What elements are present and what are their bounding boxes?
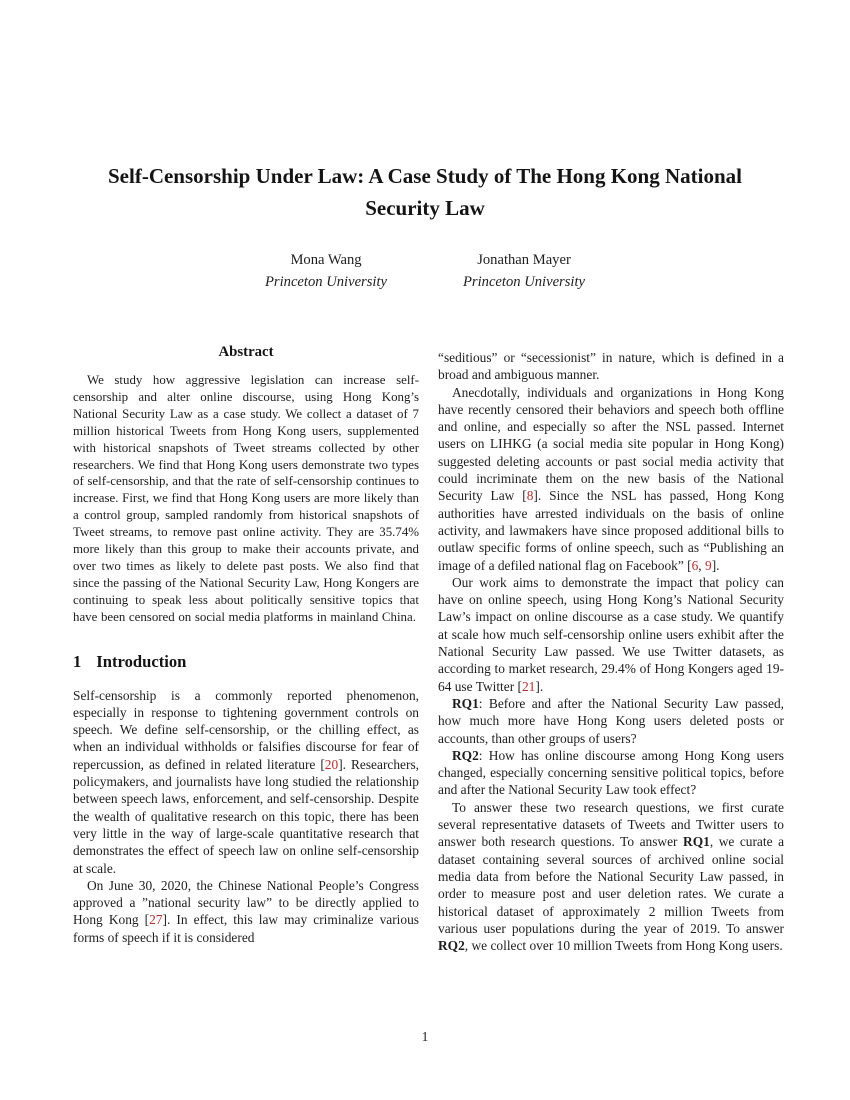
body-text: , we curate a dataset containing several sources of archived online social media data from before the National Security Law passed, in order to measure post and user deletion rates. We curate a historical dataset of approximately 2 million Tweets from various user populations during the year of 2019. To answer [438, 834, 785, 936]
left-column [73, 344, 419, 954]
paragraph [438, 695, 784, 747]
body-text: ]. Researchers, policymakers, and journalists have long studied the relationship between speech laws, enforcement, and self-censorship. Despite the wealth of qualitative research on this topic, there has been very little in the way of large-scale quantitative research that demonstrates the effect of speech law on online self-censorship at scale. [73, 756, 419, 876]
body-text: : How has online discourse among Hong Kong users changed, especially concerning sensitive political topics, before and after the National Security Law took effect? [438, 747, 784, 798]
bold-text: RQ2 [452, 747, 479, 763]
section-title: Introduction [96, 651, 187, 671]
abstract-text [73, 372, 419, 626]
title-line-1: Self-Censorship Under Law: A Case Study of The Hong Kong National [108, 164, 742, 188]
body-text: , [698, 557, 705, 573]
paragraph [438, 799, 784, 955]
bold-text: RQ2 [438, 938, 465, 954]
paper-title [40, 160, 810, 224]
citation-link[interactable]: 20 [324, 756, 339, 772]
section-heading-introduction [73, 652, 419, 672]
author [463, 249, 585, 293]
body-text: ]. [711, 557, 720, 573]
author-affiliation: Princeton University [265, 274, 387, 290]
paragraph [438, 349, 784, 384]
author-name: Jonathan Mayer [477, 252, 571, 268]
section-number: 1 [73, 651, 82, 671]
body-text: ]. Since the NSL has passed, Hong Kong authorities have arrested individuals on the basis of online activity, and lawmakers have since proposed additional bills to outlaw specific forms of online speech, such as “Publishing an image of a defiled national flag on Facebook” [ [438, 488, 784, 573]
paragraph [73, 877, 419, 946]
body-text: ]. [535, 678, 544, 694]
bold-text: RQ1 [452, 695, 479, 711]
paragraph [73, 687, 419, 877]
body-text: , we collect over 10 million Tweets from Hong Kong users. [464, 938, 783, 954]
citation-link[interactable]: 6 [691, 557, 699, 573]
author-affiliation: Princeton University [463, 274, 585, 290]
citation-link[interactable]: 21 [521, 678, 536, 694]
body-text: ]. In effect, this law may criminalize various forms of speech if it is considered [73, 912, 419, 945]
body-text: Our work aims to demonstrate the impact that policy can have on online speech, using Hong Kong’s National Security Law’s impact on online discourse as a case study. We quantify at scale how much self-censorship online users exhibit after the National Security Law passed. We use Twitter datasets, as according to market research, 29.4% of Hong Kongers aged 19-64 use Twitter [ [438, 574, 784, 694]
paragraph [73, 372, 419, 626]
right-column [438, 344, 784, 954]
author-name: Mona Wang [290, 252, 362, 268]
body-text: “seditious” or “secessionist” in nature, which is defined in a broad and ambiguous manner. [438, 350, 784, 383]
paragraph [438, 747, 784, 799]
citation-link[interactable]: 8 [526, 488, 534, 504]
left-column-paragraphs [73, 687, 419, 946]
paragraph [438, 384, 784, 574]
bold-text: RQ1 [683, 834, 710, 850]
abstract-heading: Abstract [218, 344, 274, 360]
body-text: We study how aggressive legislation can increase self-censorship and alter online discourse, using Hong Kong’s National Security Law as a case study. We collect a dataset of 7 million historical Tweets from Hong Kong users, supplemented with historical snapshots of Tweet streams collected by other researchers. We find that Hong Kong users demonstrate two types of self-censorship, and that the rate of self-censorship continues to increase. First, we find that Hong Kong users are more likely than a control group, sampled randomly from historical snapshots of Tweet streams, to remove past online activity. They are 35.74% more likely than this group to make their accounts private, and over two times as likely to delete past posts. We also find that since the passing of the National Security Law, Hong Kongers are continuing to speak less about politically sensitive topics that have been censored on social media platforms in mainland China. [73, 373, 419, 624]
title-line-2: Security Law [365, 196, 485, 220]
body-text: To answer these two research questions, we first curate several representative datasets of Tweets and Twitter users to answer both research questions. To answer [438, 799, 784, 850]
two-column-body [73, 344, 784, 954]
body-text: Self-censorship is a commonly reported phenomenon, especially in response to tightening government controls on speech. We define self-censorship, or the chilling effect, as when an individual withholds or falsifies discourse for fear of repercussion, as defined in related literature [ [73, 687, 419, 772]
paragraph [438, 574, 784, 695]
citation-link[interactable]: 27 [149, 912, 163, 928]
author [265, 249, 387, 293]
body-text: On June 30, 2020, the Chinese National People’s Congress approved a ”national security law” to be directly applied to Hong Kong [ [73, 877, 419, 928]
body-text: : Before and after the National Security Law passed, how much more have Hong Kong users deleted posts or accounts, than other groups of users? [438, 695, 784, 746]
page-number: 1 [421, 1029, 429, 1044]
body-text: Anecdotally, individuals and organizations in Hong Kong have recently censored their behaviors and speech both offline and online, and especially so after the NSL passed. Internet users on LIHKG (a social media site popular in Hong Kong) suggested deleting accounts or past social media activity that could incriminate them on the new basis of the National Security Law [ [438, 384, 784, 504]
citation-link[interactable]: 9 [705, 557, 712, 573]
author-block [0, 249, 850, 293]
